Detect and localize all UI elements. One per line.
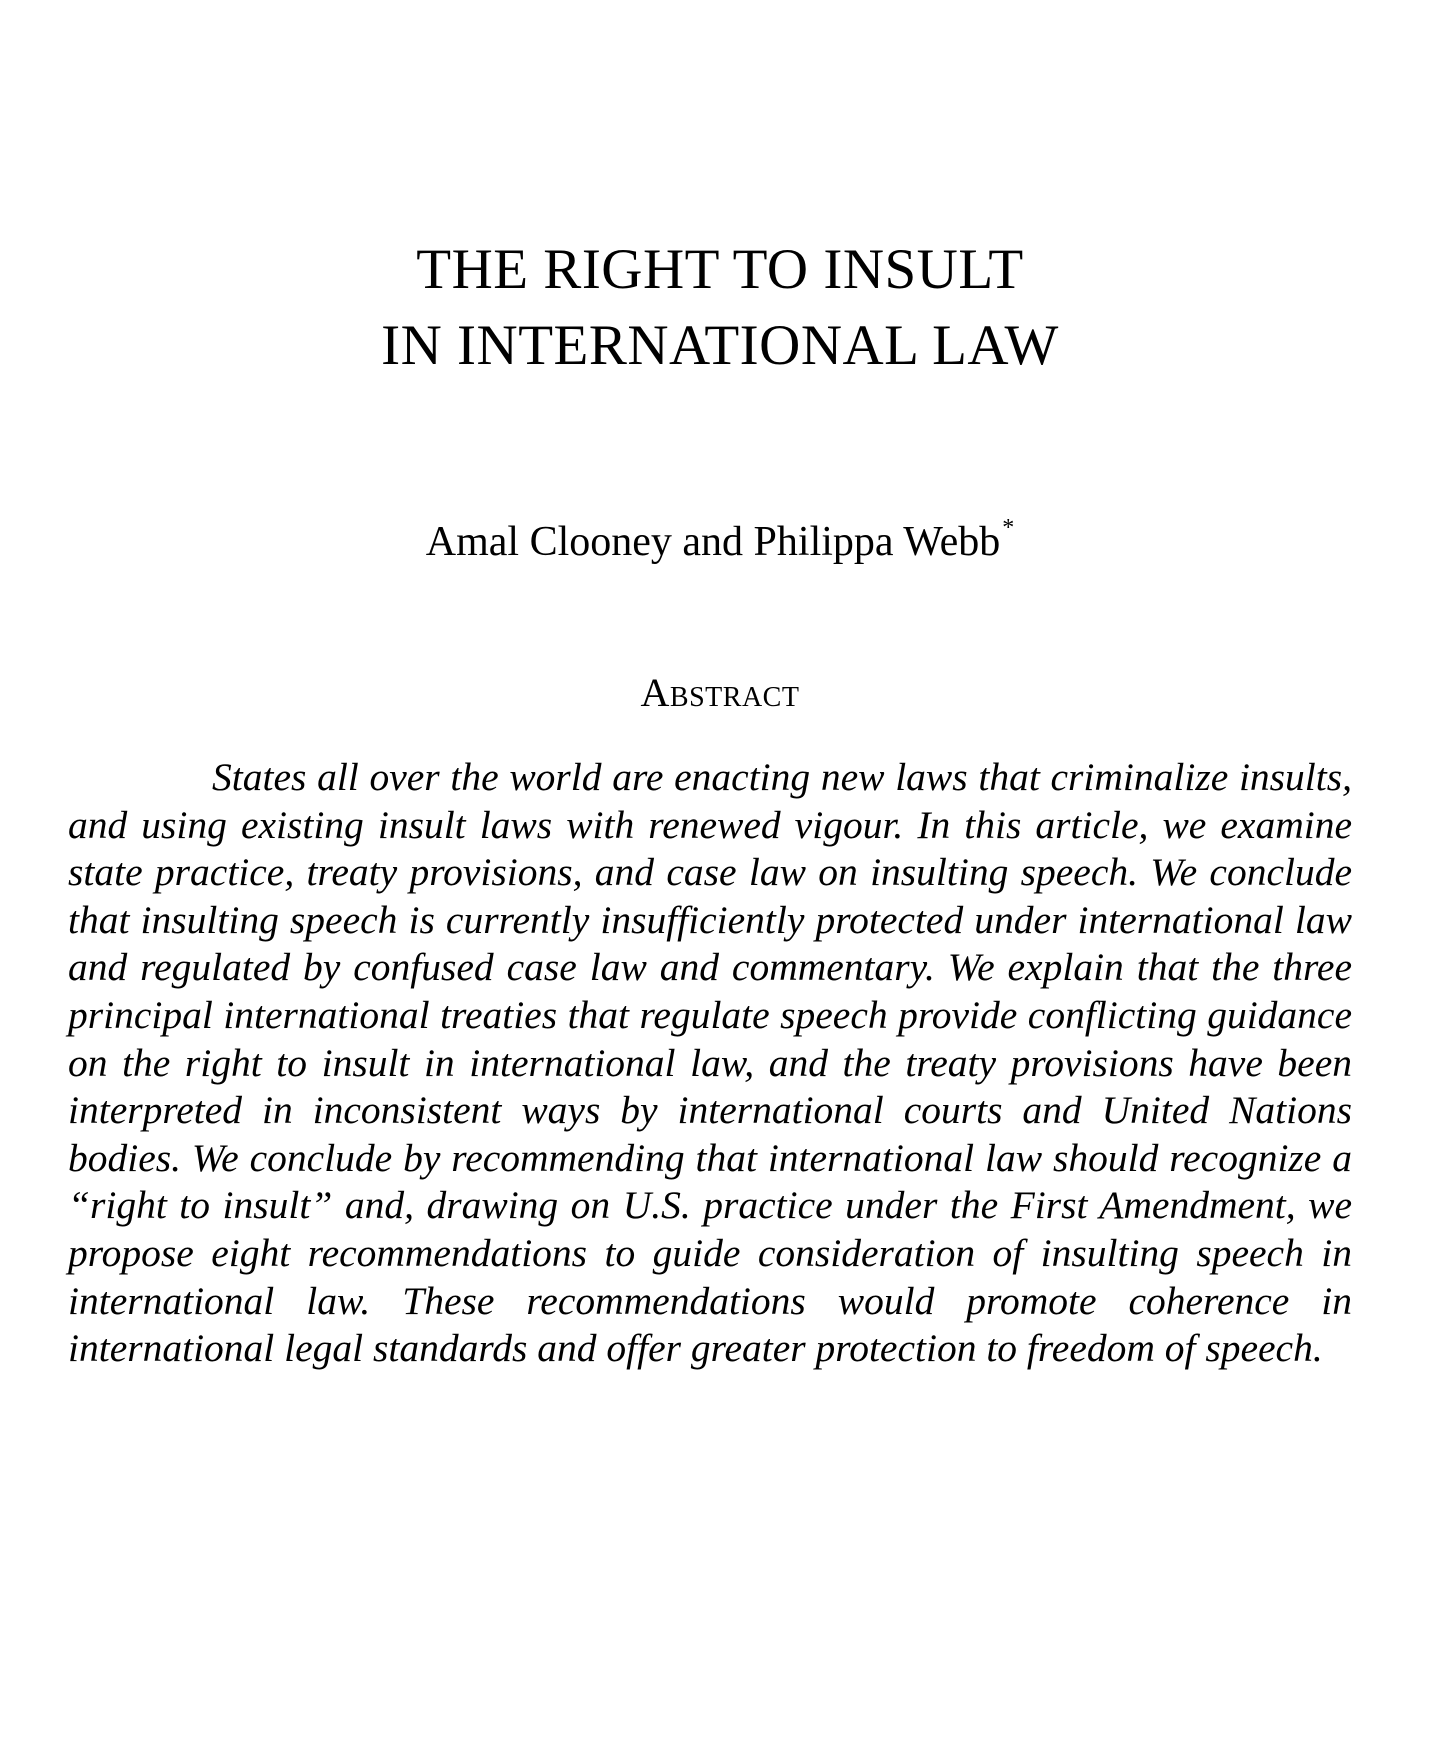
author-line <box>0 514 1440 570</box>
title-line-1: THE RIGHT TO INSULT <box>416 238 1024 301</box>
abstract-heading: Abstract <box>640 670 800 715</box>
author-names: Amal Clooney and Philippa Webb <box>425 519 1001 565</box>
abstract-body: States all over the world are enacting new laws that criminalize insults, and using existing insult laws with renewed vigour. In this article, we examine state practice, treaty provisions, and case law on insulting speech. We conclude that insulting speech is currently insufficiently protected under international law and regulated by confused case law and commentary. We explain that the three principal international treaties that regulate speech provide conflicting guidance on the right to insult in international law, and the treaty provisions have been interpreted in inconsistent ways by international courts and United Nations bodies. We conclude by recommending that international law should recognize a “right to insult” and, drawing on U.S. practice under the First Amendment, we propose eight recommendations to guide consideration of insulting speech in international law. These recommendations would promote coherence in international legal standards and offer greater protection to freedom of speech. <box>68 755 1352 1371</box>
author-footnote-marker: * <box>1002 515 1015 541</box>
paper-title <box>0 232 1440 384</box>
title-line-2: IN INTERNATIONAL LAW <box>381 314 1059 377</box>
